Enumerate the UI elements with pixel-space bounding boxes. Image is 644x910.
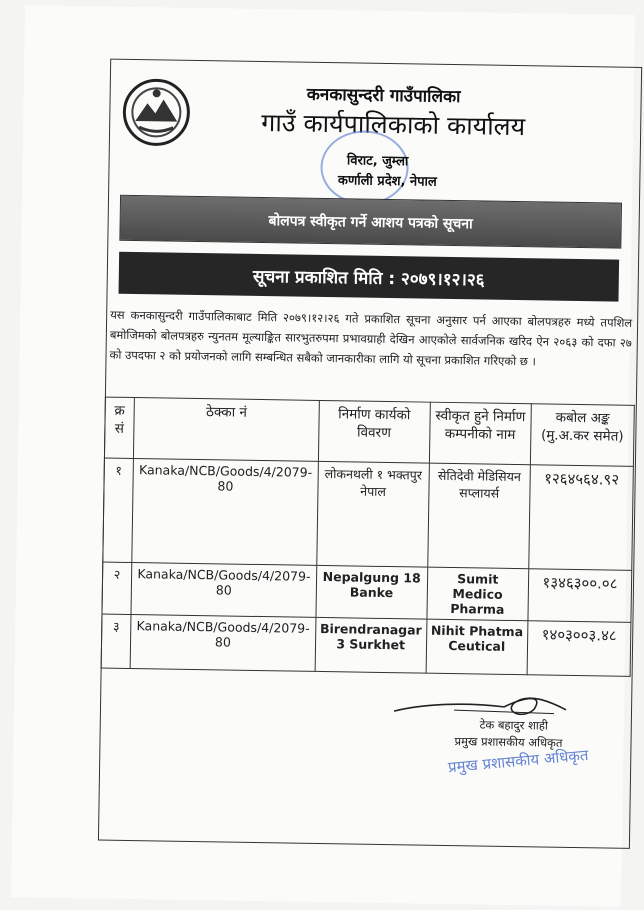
publish-date: सूचना प्रकाशित मिति : २०७९।१२।२६	[252, 266, 485, 291]
table-row	[102, 562, 632, 622]
header-work-description: निर्माण कार्यको विवरण	[318, 400, 430, 463]
row-work-description: Birendranagar 3 Surkhet	[315, 617, 427, 673]
office-name: गाउँ कार्यपालिकाको कार्यालय	[261, 107, 526, 142]
accepted-bids-table	[101, 397, 635, 677]
row-work-description: लोकनथली १ भक्तपुर नेपाल	[317, 461, 429, 567]
notice-body: यस कनकासुन्दरी गाउँपालिकाबाट मिति २०७९।१२।२६ गते प्रकाशित सूचना अनुसार पर्न आएका बोलपत्रहरु मध्ये तपशिल बमोजिमको बोलपत्रहरु न्युनतम मूल्याङ्कित सारभुतरुपमा प्रभावग्राही देखिन आएकोले सार्वजनिक खरिद ऐन २०६३ को दफा २७ को उपदफा २ को प्रयोजनको लागि सम्बन्धित सबैको जानकारीका लागि यो सूचना प्रकाशित गरिएको छ ।	[109, 307, 633, 369]
table-header-row	[104, 397, 634, 466]
row-sn: १	[103, 458, 134, 562]
row-work-description: Nepalgung 18 Banke	[316, 565, 428, 619]
row-company-name: Nihit Phatma Ceutical	[426, 619, 528, 675]
header-contract-no: ठेक्का नं	[133, 398, 319, 462]
table-row	[103, 458, 634, 570]
address-line-1: विराट, जुम्ला	[346, 153, 409, 170]
address-line-2: कर्णाली प्रदेश, नेपाल	[337, 173, 437, 190]
row-sn: ३	[101, 614, 131, 668]
table-row	[101, 614, 631, 676]
row-sn: २	[102, 562, 132, 614]
nepal-emblem-icon	[121, 77, 192, 148]
row-bid-amount: १२६४५६४.९२	[529, 465, 634, 571]
notice-page	[11, 5, 635, 906]
header-bid-amount: कबोल अङ्क (मु.अ.कर समेत)	[530, 404, 634, 467]
row-company-name: Sumit Medico Pharma	[426, 567, 528, 621]
municipality-name: कनकासुन्दरी गाउँपालिका	[306, 84, 461, 108]
row-contract-no: Kanaka/NCB/Goods/4/2079-80	[131, 563, 317, 618]
row-bid-amount: १४०३००३.४८	[527, 621, 631, 677]
row-company-name: सेतिदेवी मेडिसियन सप्लायर्स	[427, 463, 530, 569]
signatory-stamp: प्रमुख प्रशासकीय अधिकृत	[447, 745, 590, 777]
signatory-name: टेक बहादुर शाही	[479, 717, 549, 733]
row-bid-amount: १३४६३००.०८	[528, 569, 632, 623]
signatory-title: प्रमुख प्रशासकीय अधिकृत	[454, 734, 563, 750]
publish-date-banner	[119, 252, 620, 302]
header-company-name: स्वीकृत हुने निर्माण कम्पनीको नाम	[429, 402, 531, 465]
notice-title: बोलपत्र स्वीकृत गर्ने आशय पत्रको सूचना	[268, 212, 473, 232]
notice-title-banner	[119, 195, 622, 249]
row-contract-no: Kanaka/NCB/Goods/4/2079-80	[130, 615, 316, 672]
row-contract-no: Kanaka/NCB/Goods/4/2079-80	[132, 459, 318, 566]
header-sn: क्र सं	[104, 397, 134, 458]
